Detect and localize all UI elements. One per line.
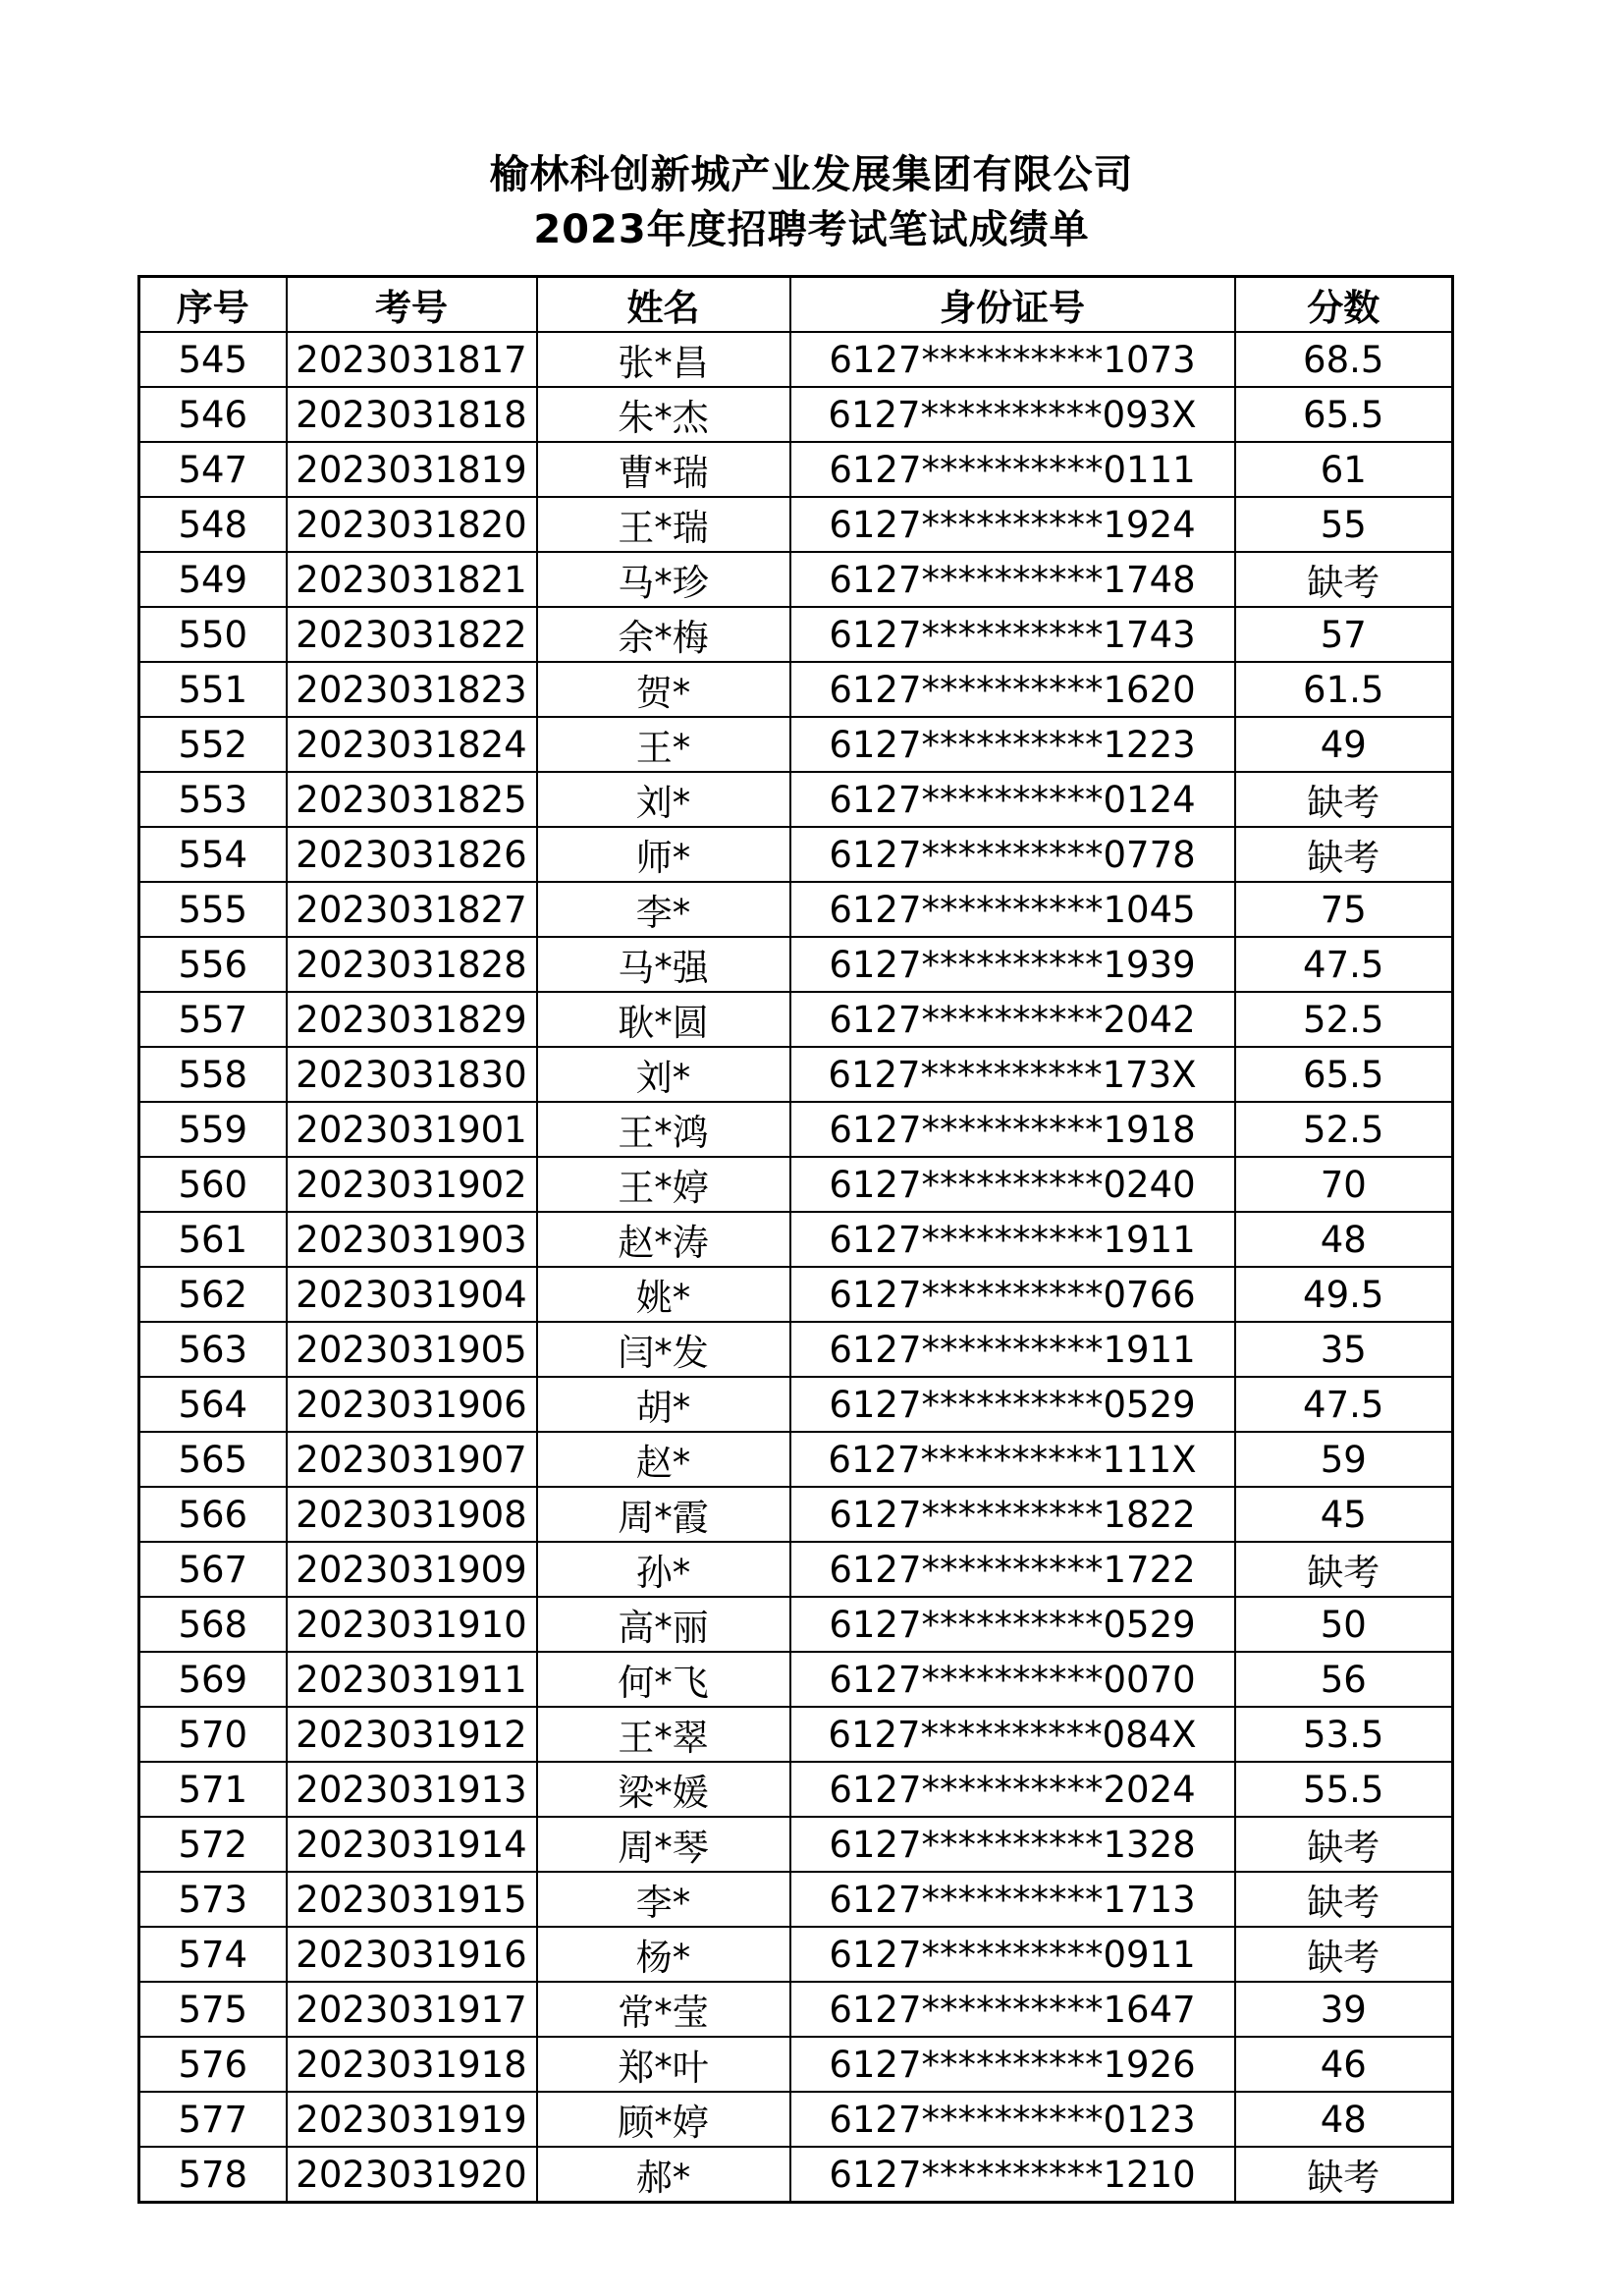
table-row bbox=[139, 1817, 1453, 1872]
cell-id-no: 6127**********1722 bbox=[790, 1542, 1235, 1597]
cell-seq: 575 bbox=[139, 1982, 287, 2037]
cell-id-no: 6127**********0778 bbox=[790, 827, 1235, 882]
cell-id-no: 6127**********0766 bbox=[790, 1267, 1235, 1322]
cell-name: 姚* bbox=[537, 1267, 790, 1322]
cell-seq: 557 bbox=[139, 992, 287, 1047]
cell-exam-no: 2023031817 bbox=[287, 332, 537, 387]
cell-name: 何*飞 bbox=[537, 1652, 790, 1707]
cell-score: 59 bbox=[1235, 1432, 1453, 1487]
cell-seq: 555 bbox=[139, 882, 287, 937]
cell-exam-no: 2023031916 bbox=[287, 1927, 537, 1982]
cell-id-no: 6127**********0070 bbox=[790, 1652, 1235, 1707]
header-seq: 序号 bbox=[139, 277, 287, 333]
cell-id-no: 6127**********0529 bbox=[790, 1597, 1235, 1652]
cell-name: 朱*杰 bbox=[537, 387, 790, 442]
cell-id-no: 6127**********1045 bbox=[790, 882, 1235, 937]
cell-exam-no: 2023031828 bbox=[287, 937, 537, 992]
cell-exam-no: 2023031830 bbox=[287, 1047, 537, 1102]
cell-seq: 571 bbox=[139, 1762, 287, 1817]
cell-id-no: 6127**********1822 bbox=[790, 1487, 1235, 1542]
cell-name: 周*霞 bbox=[537, 1487, 790, 1542]
cell-exam-no: 2023031824 bbox=[287, 717, 537, 772]
table-row bbox=[139, 2092, 1453, 2147]
cell-name: 高*丽 bbox=[537, 1597, 790, 1652]
cell-name: 马*强 bbox=[537, 937, 790, 992]
cell-id-no: 6127**********111X bbox=[790, 1432, 1235, 1487]
cell-score: 45 bbox=[1235, 1487, 1453, 1542]
cell-exam-no: 2023031902 bbox=[287, 1157, 537, 1212]
cell-seq: 563 bbox=[139, 1322, 287, 1377]
cell-name: 郝* bbox=[537, 2147, 790, 2203]
cell-score: 55.5 bbox=[1235, 1762, 1453, 1817]
cell-seq: 559 bbox=[139, 1102, 287, 1157]
cell-seq: 561 bbox=[139, 1212, 287, 1267]
cell-seq: 553 bbox=[139, 772, 287, 827]
cell-name: 李* bbox=[537, 1872, 790, 1927]
table-row bbox=[139, 1542, 1453, 1597]
table-row bbox=[139, 992, 1453, 1047]
cell-score: 缺考 bbox=[1235, 772, 1453, 827]
cell-score: 缺考 bbox=[1235, 552, 1453, 607]
cell-score: 48 bbox=[1235, 2092, 1453, 2147]
cell-id-no: 6127**********1939 bbox=[790, 937, 1235, 992]
cell-seq: 572 bbox=[139, 1817, 287, 1872]
table-row bbox=[139, 497, 1453, 552]
cell-name: 马*珍 bbox=[537, 552, 790, 607]
cell-name: 顾*婷 bbox=[537, 2092, 790, 2147]
cell-seq: 574 bbox=[139, 1927, 287, 1982]
title-subtitle: 2023年度招聘考试笔试成绩单 bbox=[533, 207, 1090, 252]
cell-name: 周*琴 bbox=[537, 1817, 790, 1872]
cell-seq: 568 bbox=[139, 1597, 287, 1652]
cell-name: 赵* bbox=[537, 1432, 790, 1487]
table-row bbox=[139, 1927, 1453, 1982]
cell-seq: 577 bbox=[139, 2092, 287, 2147]
cell-score: 61 bbox=[1235, 442, 1453, 497]
cell-exam-no: 2023031826 bbox=[287, 827, 537, 882]
cell-name: 余*梅 bbox=[537, 607, 790, 662]
cell-name: 耿*圆 bbox=[537, 992, 790, 1047]
table-row bbox=[139, 1707, 1453, 1762]
table-row bbox=[139, 882, 1453, 937]
cell-name: 杨* bbox=[537, 1927, 790, 1982]
cell-exam-no: 2023031901 bbox=[287, 1102, 537, 1157]
cell-exam-no: 2023031913 bbox=[287, 1762, 537, 1817]
cell-seq: 558 bbox=[139, 1047, 287, 1102]
cell-name: 刘* bbox=[537, 1047, 790, 1102]
table-row bbox=[139, 662, 1453, 717]
cell-exam-no: 2023031908 bbox=[287, 1487, 537, 1542]
cell-exam-no: 2023031819 bbox=[287, 442, 537, 497]
table-row bbox=[139, 2037, 1453, 2092]
cell-score: 56 bbox=[1235, 1652, 1453, 1707]
table-row bbox=[139, 607, 1453, 662]
cell-score: 52.5 bbox=[1235, 992, 1453, 1047]
cell-name: 王* bbox=[537, 717, 790, 772]
cell-name: 王*鸿 bbox=[537, 1102, 790, 1157]
cell-exam-no: 2023031910 bbox=[287, 1597, 537, 1652]
cell-name: 闫*发 bbox=[537, 1322, 790, 1377]
cell-seq: 546 bbox=[139, 387, 287, 442]
table-row bbox=[139, 827, 1453, 882]
table-row bbox=[139, 772, 1453, 827]
cell-exam-no: 2023031909 bbox=[287, 1542, 537, 1597]
cell-score: 缺考 bbox=[1235, 1817, 1453, 1872]
header-name: 姓名 bbox=[537, 277, 790, 333]
cell-score: 35 bbox=[1235, 1322, 1453, 1377]
cell-id-no: 6127**********173X bbox=[790, 1047, 1235, 1102]
cell-exam-no: 2023031918 bbox=[287, 2037, 537, 2092]
cell-name: 张*昌 bbox=[537, 332, 790, 387]
table-row bbox=[139, 332, 1453, 387]
cell-name: 王*婷 bbox=[537, 1157, 790, 1212]
cell-seq: 578 bbox=[139, 2147, 287, 2203]
cell-exam-no: 2023031914 bbox=[287, 1817, 537, 1872]
cell-score: 缺考 bbox=[1235, 2147, 1453, 2203]
cell-name: 孙* bbox=[537, 1542, 790, 1597]
cell-score: 75 bbox=[1235, 882, 1453, 937]
cell-id-no: 6127**********2042 bbox=[790, 992, 1235, 1047]
cell-name: 李* bbox=[537, 882, 790, 937]
document-title bbox=[0, 147, 1623, 257]
cell-id-no: 6127**********0111 bbox=[790, 442, 1235, 497]
cell-id-no: 6127**********0123 bbox=[790, 2092, 1235, 2147]
table-row bbox=[139, 1322, 1453, 1377]
cell-seq: 569 bbox=[139, 1652, 287, 1707]
cell-exam-no: 2023031821 bbox=[287, 552, 537, 607]
table-row bbox=[139, 1982, 1453, 2037]
cell-id-no: 6127**********1918 bbox=[790, 1102, 1235, 1157]
cell-score: 61.5 bbox=[1235, 662, 1453, 717]
cell-exam-no: 2023031818 bbox=[287, 387, 537, 442]
cell-score: 46 bbox=[1235, 2037, 1453, 2092]
cell-name: 胡* bbox=[537, 1377, 790, 1432]
cell-id-no: 6127**********093X bbox=[790, 387, 1235, 442]
cell-score: 缺考 bbox=[1235, 1872, 1453, 1927]
table-row bbox=[139, 1652, 1453, 1707]
cell-id-no: 6127**********1911 bbox=[790, 1212, 1235, 1267]
cell-exam-no: 2023031920 bbox=[287, 2147, 537, 2203]
cell-id-no: 6127**********0529 bbox=[790, 1377, 1235, 1432]
cell-name: 郑*叶 bbox=[537, 2037, 790, 2092]
table-row bbox=[139, 442, 1453, 497]
cell-id-no: 6127**********084X bbox=[790, 1707, 1235, 1762]
cell-name: 赵*涛 bbox=[537, 1212, 790, 1267]
cell-seq: 548 bbox=[139, 497, 287, 552]
table-row bbox=[139, 717, 1453, 772]
header-exam-no: 考号 bbox=[287, 277, 537, 333]
cell-seq: 560 bbox=[139, 1157, 287, 1212]
cell-exam-no: 2023031903 bbox=[287, 1212, 537, 1267]
cell-exam-no: 2023031917 bbox=[287, 1982, 537, 2037]
cell-seq: 556 bbox=[139, 937, 287, 992]
cell-id-no: 6127**********1924 bbox=[790, 497, 1235, 552]
cell-score: 65.5 bbox=[1235, 1047, 1453, 1102]
score-table bbox=[137, 275, 1454, 2204]
cell-id-no: 6127**********0911 bbox=[790, 1927, 1235, 1982]
table-row bbox=[139, 552, 1453, 607]
cell-id-no: 6127**********1210 bbox=[790, 2147, 1235, 2203]
cell-exam-no: 2023031906 bbox=[287, 1377, 537, 1432]
cell-score: 55 bbox=[1235, 497, 1453, 552]
table-row bbox=[139, 2147, 1453, 2203]
cell-id-no: 6127**********1748 bbox=[790, 552, 1235, 607]
table-row bbox=[139, 1762, 1453, 1817]
cell-seq: 566 bbox=[139, 1487, 287, 1542]
table-row bbox=[139, 1102, 1453, 1157]
table-row bbox=[139, 1267, 1453, 1322]
cell-exam-no: 2023031907 bbox=[287, 1432, 537, 1487]
table-row bbox=[139, 387, 1453, 442]
cell-id-no: 6127**********1073 bbox=[790, 332, 1235, 387]
cell-score: 50 bbox=[1235, 1597, 1453, 1652]
cell-score: 57 bbox=[1235, 607, 1453, 662]
cell-seq: 573 bbox=[139, 1872, 287, 1927]
table-row bbox=[139, 937, 1453, 992]
cell-id-no: 6127**********1620 bbox=[790, 662, 1235, 717]
cell-exam-no: 2023031905 bbox=[287, 1322, 537, 1377]
table-row bbox=[139, 1872, 1453, 1927]
cell-name: 贺* bbox=[537, 662, 790, 717]
cell-exam-no: 2023031827 bbox=[287, 882, 537, 937]
cell-id-no: 6127**********0124 bbox=[790, 772, 1235, 827]
cell-seq: 576 bbox=[139, 2037, 287, 2092]
cell-exam-no: 2023031912 bbox=[287, 1707, 537, 1762]
table-row bbox=[139, 1487, 1453, 1542]
header-id-no: 身份证号 bbox=[790, 277, 1235, 333]
cell-exam-no: 2023031822 bbox=[287, 607, 537, 662]
cell-score: 49.5 bbox=[1235, 1267, 1453, 1322]
cell-id-no: 6127**********1911 bbox=[790, 1322, 1235, 1377]
cell-name: 王*翠 bbox=[537, 1707, 790, 1762]
cell-seq: 565 bbox=[139, 1432, 287, 1487]
cell-score: 53.5 bbox=[1235, 1707, 1453, 1762]
cell-seq: 549 bbox=[139, 552, 287, 607]
cell-score: 39 bbox=[1235, 1982, 1453, 2037]
cell-score: 70 bbox=[1235, 1157, 1453, 1212]
cell-id-no: 6127**********1223 bbox=[790, 717, 1235, 772]
cell-score: 缺考 bbox=[1235, 1542, 1453, 1597]
table-row bbox=[139, 1157, 1453, 1212]
cell-score: 48 bbox=[1235, 1212, 1453, 1267]
cell-score: 47.5 bbox=[1235, 937, 1453, 992]
cell-score: 缺考 bbox=[1235, 827, 1453, 882]
cell-exam-no: 2023031919 bbox=[287, 2092, 537, 2147]
cell-name: 梁*媛 bbox=[537, 1762, 790, 1817]
cell-id-no: 6127**********1743 bbox=[790, 607, 1235, 662]
header-score: 分数 bbox=[1235, 277, 1453, 333]
cell-seq: 570 bbox=[139, 1707, 287, 1762]
table-row bbox=[139, 1597, 1453, 1652]
cell-seq: 562 bbox=[139, 1267, 287, 1322]
table-row bbox=[139, 1212, 1453, 1267]
cell-seq: 545 bbox=[139, 332, 287, 387]
cell-exam-no: 2023031823 bbox=[287, 662, 537, 717]
cell-exam-no: 2023031825 bbox=[287, 772, 537, 827]
cell-seq: 551 bbox=[139, 662, 287, 717]
cell-score: 缺考 bbox=[1235, 1927, 1453, 1982]
table-header-row bbox=[139, 277, 1453, 333]
cell-exam-no: 2023031904 bbox=[287, 1267, 537, 1322]
cell-name: 师* bbox=[537, 827, 790, 882]
cell-seq: 554 bbox=[139, 827, 287, 882]
cell-id-no: 6127**********0240 bbox=[790, 1157, 1235, 1212]
cell-id-no: 6127**********1647 bbox=[790, 1982, 1235, 2037]
cell-id-no: 6127**********1926 bbox=[790, 2037, 1235, 2092]
cell-exam-no: 2023031911 bbox=[287, 1652, 537, 1707]
table-row bbox=[139, 1377, 1453, 1432]
cell-id-no: 6127**********2024 bbox=[790, 1762, 1235, 1817]
cell-score: 68.5 bbox=[1235, 332, 1453, 387]
cell-score: 49 bbox=[1235, 717, 1453, 772]
cell-id-no: 6127**********1328 bbox=[790, 1817, 1235, 1872]
cell-seq: 552 bbox=[139, 717, 287, 772]
cell-seq: 567 bbox=[139, 1542, 287, 1597]
cell-exam-no: 2023031820 bbox=[287, 497, 537, 552]
cell-seq: 550 bbox=[139, 607, 287, 662]
cell-id-no: 6127**********1713 bbox=[790, 1872, 1235, 1927]
cell-score: 52.5 bbox=[1235, 1102, 1453, 1157]
cell-name: 刘* bbox=[537, 772, 790, 827]
cell-seq: 564 bbox=[139, 1377, 287, 1432]
cell-name: 王*瑞 bbox=[537, 497, 790, 552]
table-body bbox=[139, 332, 1453, 2203]
cell-score: 65.5 bbox=[1235, 387, 1453, 442]
cell-seq: 547 bbox=[139, 442, 287, 497]
title-company: 榆林科创新城产业发展集团有限公司 bbox=[489, 152, 1134, 197]
table-row bbox=[139, 1047, 1453, 1102]
cell-exam-no: 2023031915 bbox=[287, 1872, 537, 1927]
cell-name: 曹*瑞 bbox=[537, 442, 790, 497]
cell-score: 47.5 bbox=[1235, 1377, 1453, 1432]
table-row bbox=[139, 1432, 1453, 1487]
cell-exam-no: 2023031829 bbox=[287, 992, 537, 1047]
cell-name: 常*莹 bbox=[537, 1982, 790, 2037]
